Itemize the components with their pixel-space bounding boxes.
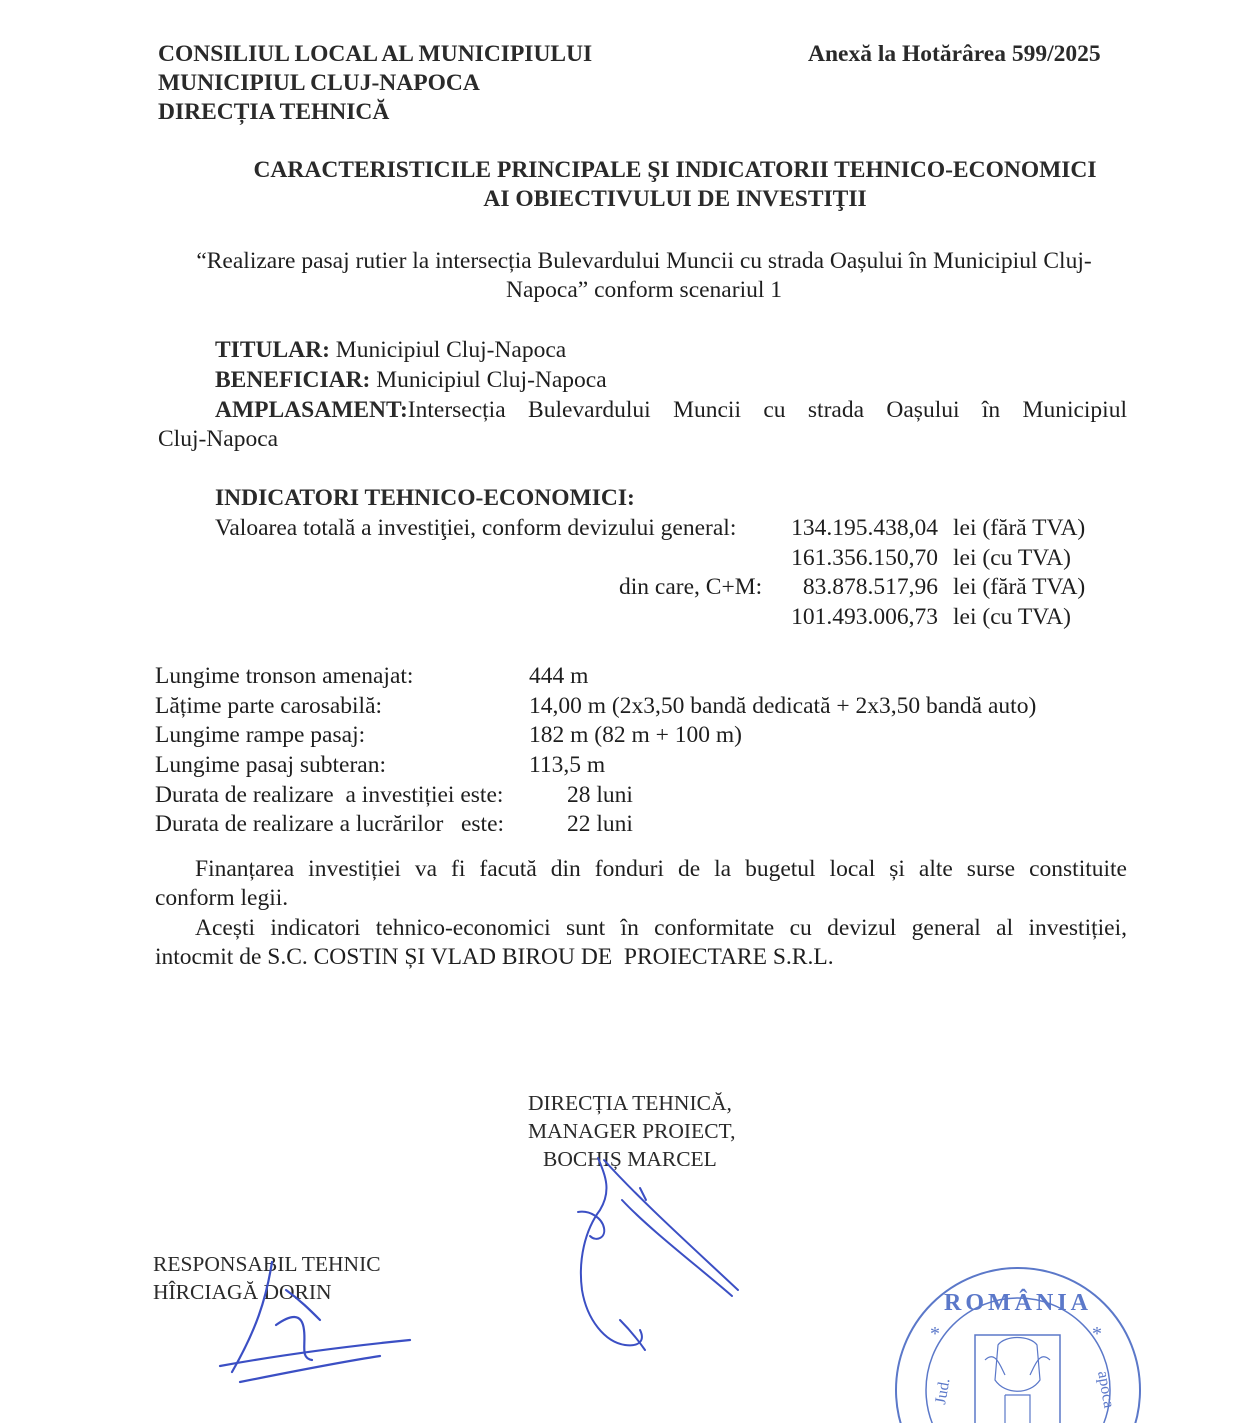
spec-label: Lungime rampe pasaj: <box>155 722 366 748</box>
signatory-name: BOCHIȘ MARCEL <box>543 1147 717 1171</box>
titular-label: TITULAR: <box>215 337 330 363</box>
project-name-line-1: “Realizare pasaj rutier la intersecția Bulevardului Muncii cu strada Oașului în Municipiul Cluj- <box>196 248 1092 274</box>
spec-value: 182 m (82 m + 100 m) <box>529 722 742 748</box>
document-title-line-1: CARACTERISTICILE PRINCIPALE ŞI INDICATORII TEHNICO-ECONOMICI <box>253 157 1097 183</box>
stamp-right-text: apoca <box>1094 1369 1118 1410</box>
technical-responsible-name: HÎRCIAGĂ DORIN <box>153 1280 332 1304</box>
conformity-paragraph-continued: intocmit de S.C. COSTIN ȘI VLAD BIROU DE PROIECTARE S.R.L. <box>155 944 834 970</box>
stamp-left-text: Jud. <box>932 1376 954 1406</box>
cm-label: din care, C+M: <box>619 574 763 600</box>
cm-value-no-vat-unit: lei (fără TVA) <box>953 574 1086 600</box>
institution-line-3: DIRECȚIA TEHNICĂ <box>158 99 390 125</box>
institution-line-1: CONSILIUL LOCAL AL MUNICIPIULUI <box>158 41 593 67</box>
financing-paragraph: Finanțarea investiției va fi facută din fonduri de la bugetul local și alte surse constituite <box>195 856 1127 882</box>
total-value-no-vat-unit: lei (fără TVA) <box>953 515 1086 541</box>
beneficiar-value: Municipiul Cluj-Napoca <box>370 367 607 393</box>
stamp-star-right: * <box>1092 1323 1102 1345</box>
indicators-heading: INDICATORI TEHNICO-ECONOMICI: <box>215 485 635 511</box>
spec-label: Durata de realizare a investiției este: <box>155 782 504 808</box>
spec-value: 113,5 m <box>529 752 606 778</box>
spec-label: Lungime tronson amenajat: <box>155 663 414 689</box>
spec-value: 14,00 m (2x3,50 bandă dedicată + 2x3,50 bandă auto) <box>529 693 1037 719</box>
annex-reference: Anexă la Hotărârea 599/2025 <box>808 41 1101 67</box>
spec-label: Durata de realizare a lucrărilor este: <box>155 811 505 837</box>
amplasament-value-continued: Cluj-Napoca <box>158 426 279 452</box>
stamp-top-text: ROMÂNIA <box>944 1290 1092 1316</box>
cm-value-no-vat: 83.878.517,96 <box>802 574 938 600</box>
signatory-role: MANAGER PROIECT, <box>528 1119 736 1143</box>
amplasament-value: Intersecția Bulevardului Muncii cu strada Oașului în Municipiul <box>407 397 1127 423</box>
spec-label: Lungime pasaj subteran: <box>155 752 387 778</box>
conformity-paragraph: Acești indicatori tehnico-economici sunt în conformitate cu devizul general al investiției, <box>195 915 1127 941</box>
document-title-line-2: AI OBIECTIVULUI DE INVESTIŢII <box>483 186 867 212</box>
total-value-no-vat: 134.195.438,04 <box>791 515 938 541</box>
titular-value: Municipiul Cluj-Napoca <box>329 337 567 363</box>
stamp-star-left: * <box>930 1323 940 1345</box>
project-name-line-2: Napoca” conform scenariul 1 <box>506 277 782 303</box>
spec-label: Lățime parte carosabilă: <box>155 693 383 719</box>
total-value-label: Valoarea totală a investiţiei, conform devizului general: <box>215 515 737 541</box>
spec-value: 22 luni <box>567 811 633 837</box>
cm-value-with-vat: 101.493.006,73 <box>791 604 938 630</box>
total-value-with-vat-unit: lei (cu TVA) <box>953 545 1071 571</box>
total-value-with-vat: 161.356.150,70 <box>791 545 938 571</box>
technical-responsible-role: RESPONSABIL TEHNIC <box>153 1252 381 1276</box>
amplasament-label: AMPLASAMENT: <box>215 397 408 423</box>
signatory-department: DIRECȚIA TEHNICĂ, <box>528 1091 732 1115</box>
institution-line-2: MUNICIPIUL CLUJ-NAPOCA <box>158 70 480 96</box>
spec-value: 28 luni <box>567 782 633 808</box>
cm-value-with-vat-unit: lei (cu TVA) <box>953 604 1071 630</box>
beneficiar-label: BENEFICIAR: <box>215 367 371 393</box>
spec-value: 444 m <box>529 663 589 689</box>
financing-paragraph-continued: conform legii. <box>155 885 289 911</box>
